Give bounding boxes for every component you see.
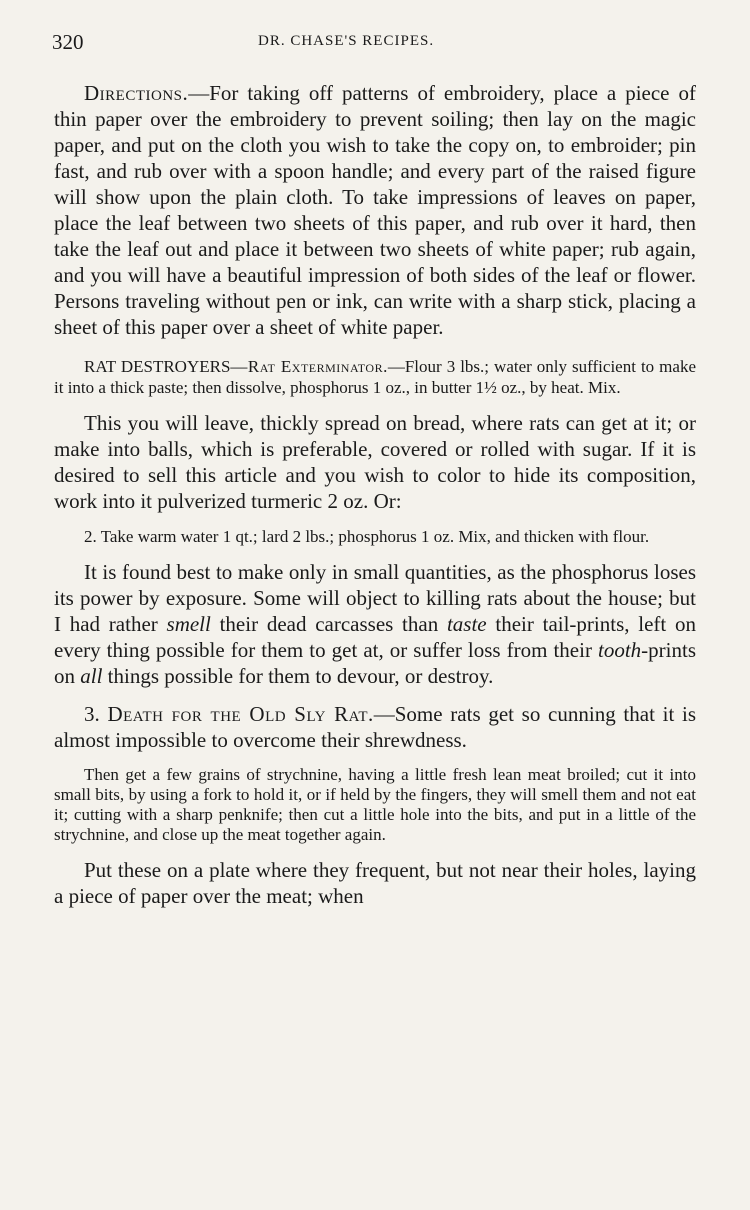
italic-smell: smell — [166, 612, 211, 636]
rat-destroyers-title: RAT DESTROYERS — [84, 357, 231, 376]
italic-tooth: tooth — [598, 638, 642, 662]
small-quantities-paragraph — [54, 559, 696, 689]
small-quantities-text-3: their tail-prints, left on every thing possible for them to get at, or suffer loss from their — [54, 612, 696, 662]
italic-taste: taste — [446, 612, 487, 636]
rat-destroyers-paragraph — [54, 356, 696, 398]
small-quantities-text-4: -prints on — [54, 638, 696, 688]
recipe-2-paragraph — [54, 526, 696, 547]
recipe-2-text: 2. Take warm water 1 qt.; lard 2 lbs.; phosphorus 1 oz. Mix, and thicken with flour. — [84, 527, 650, 546]
recipe-3-paragraph — [54, 701, 696, 753]
strychnine-text: Then get a few grains of strychnine, having a little fresh lean meat broiled; cut it into small bits, by using a fork to hold it, or if held by the fingers, they will smell them and not eat it; cutting with a sharp penknife; then cut a little hole into the bits, and put in a little of the strychnine, and close up the meat together again. — [54, 765, 696, 844]
recipe-3-text: —Some rats get so cunning that it is almost impossible to overcome their shrewdness. — [54, 702, 696, 752]
recipe-3-title: Death for the Old Sly Rat. — [107, 702, 374, 726]
page-number: 320 — [52, 30, 84, 54]
plate-text: Put these on a plate where they frequent, but not near their holes, laying a piece of paper over the meat; when — [54, 858, 696, 908]
directions-text: —For taking off patterns of embroidery, place a piece of thin paper over the embroidery to prevent soiling; then lay on the magic paper, and put on the cloth you wish to take the copy on, to embroider; pin fast, and rub over with a spoon handle; and every part of the raised figure will show upon the plain cloth. To take impressions of leaves on paper, place the leaf between two sheets of this paper, and rub over it hard, then take the leaf out and place it between two sheets of white paper; rub again, and you will have a beautiful impression of both sides of the leaf or flower. Persons traveling without pen or ink, can write with a sharp stick, placing a sheet of this paper over a sheet of white paper. — [54, 81, 696, 339]
running-head: DR. CHASE'S RECIPES. — [258, 33, 435, 49]
page-body — [54, 80, 696, 909]
rat-exterminator-subtitle: —Rat Exterminator. — [230, 357, 388, 376]
italic-all: all — [80, 664, 103, 688]
directions-lead: Directions. — [84, 81, 189, 105]
bread-text: This you will leave, thickly spread on bread, where rats can get at it; or make into balls, which is preferable, covered or rolled with sugar. If it is desired to sell this article and you wish to color to hide its composition, work into it pulverized turmeric 2 oz. Or: — [54, 411, 696, 513]
plate-paragraph — [54, 857, 696, 909]
recipe-3-number: 3. — [84, 702, 108, 726]
small-quantities-text-1: It is found best to make only in small quantities, as the phosphorus loses its power by exposure. Some will object to killing rats about the house; but I had rather — [54, 560, 696, 636]
directions-paragraph — [54, 80, 696, 340]
strychnine-paragraph — [54, 765, 696, 845]
page-header — [0, 30, 750, 54]
small-quantities-text-5: things possible for them to devour, or destroy. — [102, 664, 494, 688]
bread-paragraph — [54, 410, 696, 514]
rat-destroyers-text: —Flour 3 lbs.; water only sufficient to make it into a thick paste; then dissolve, phosphorus 1 oz., in butter 1½ oz., by heat. Mix. — [54, 357, 696, 397]
small-quantities-text-2: their dead carcasses than — [210, 612, 447, 636]
